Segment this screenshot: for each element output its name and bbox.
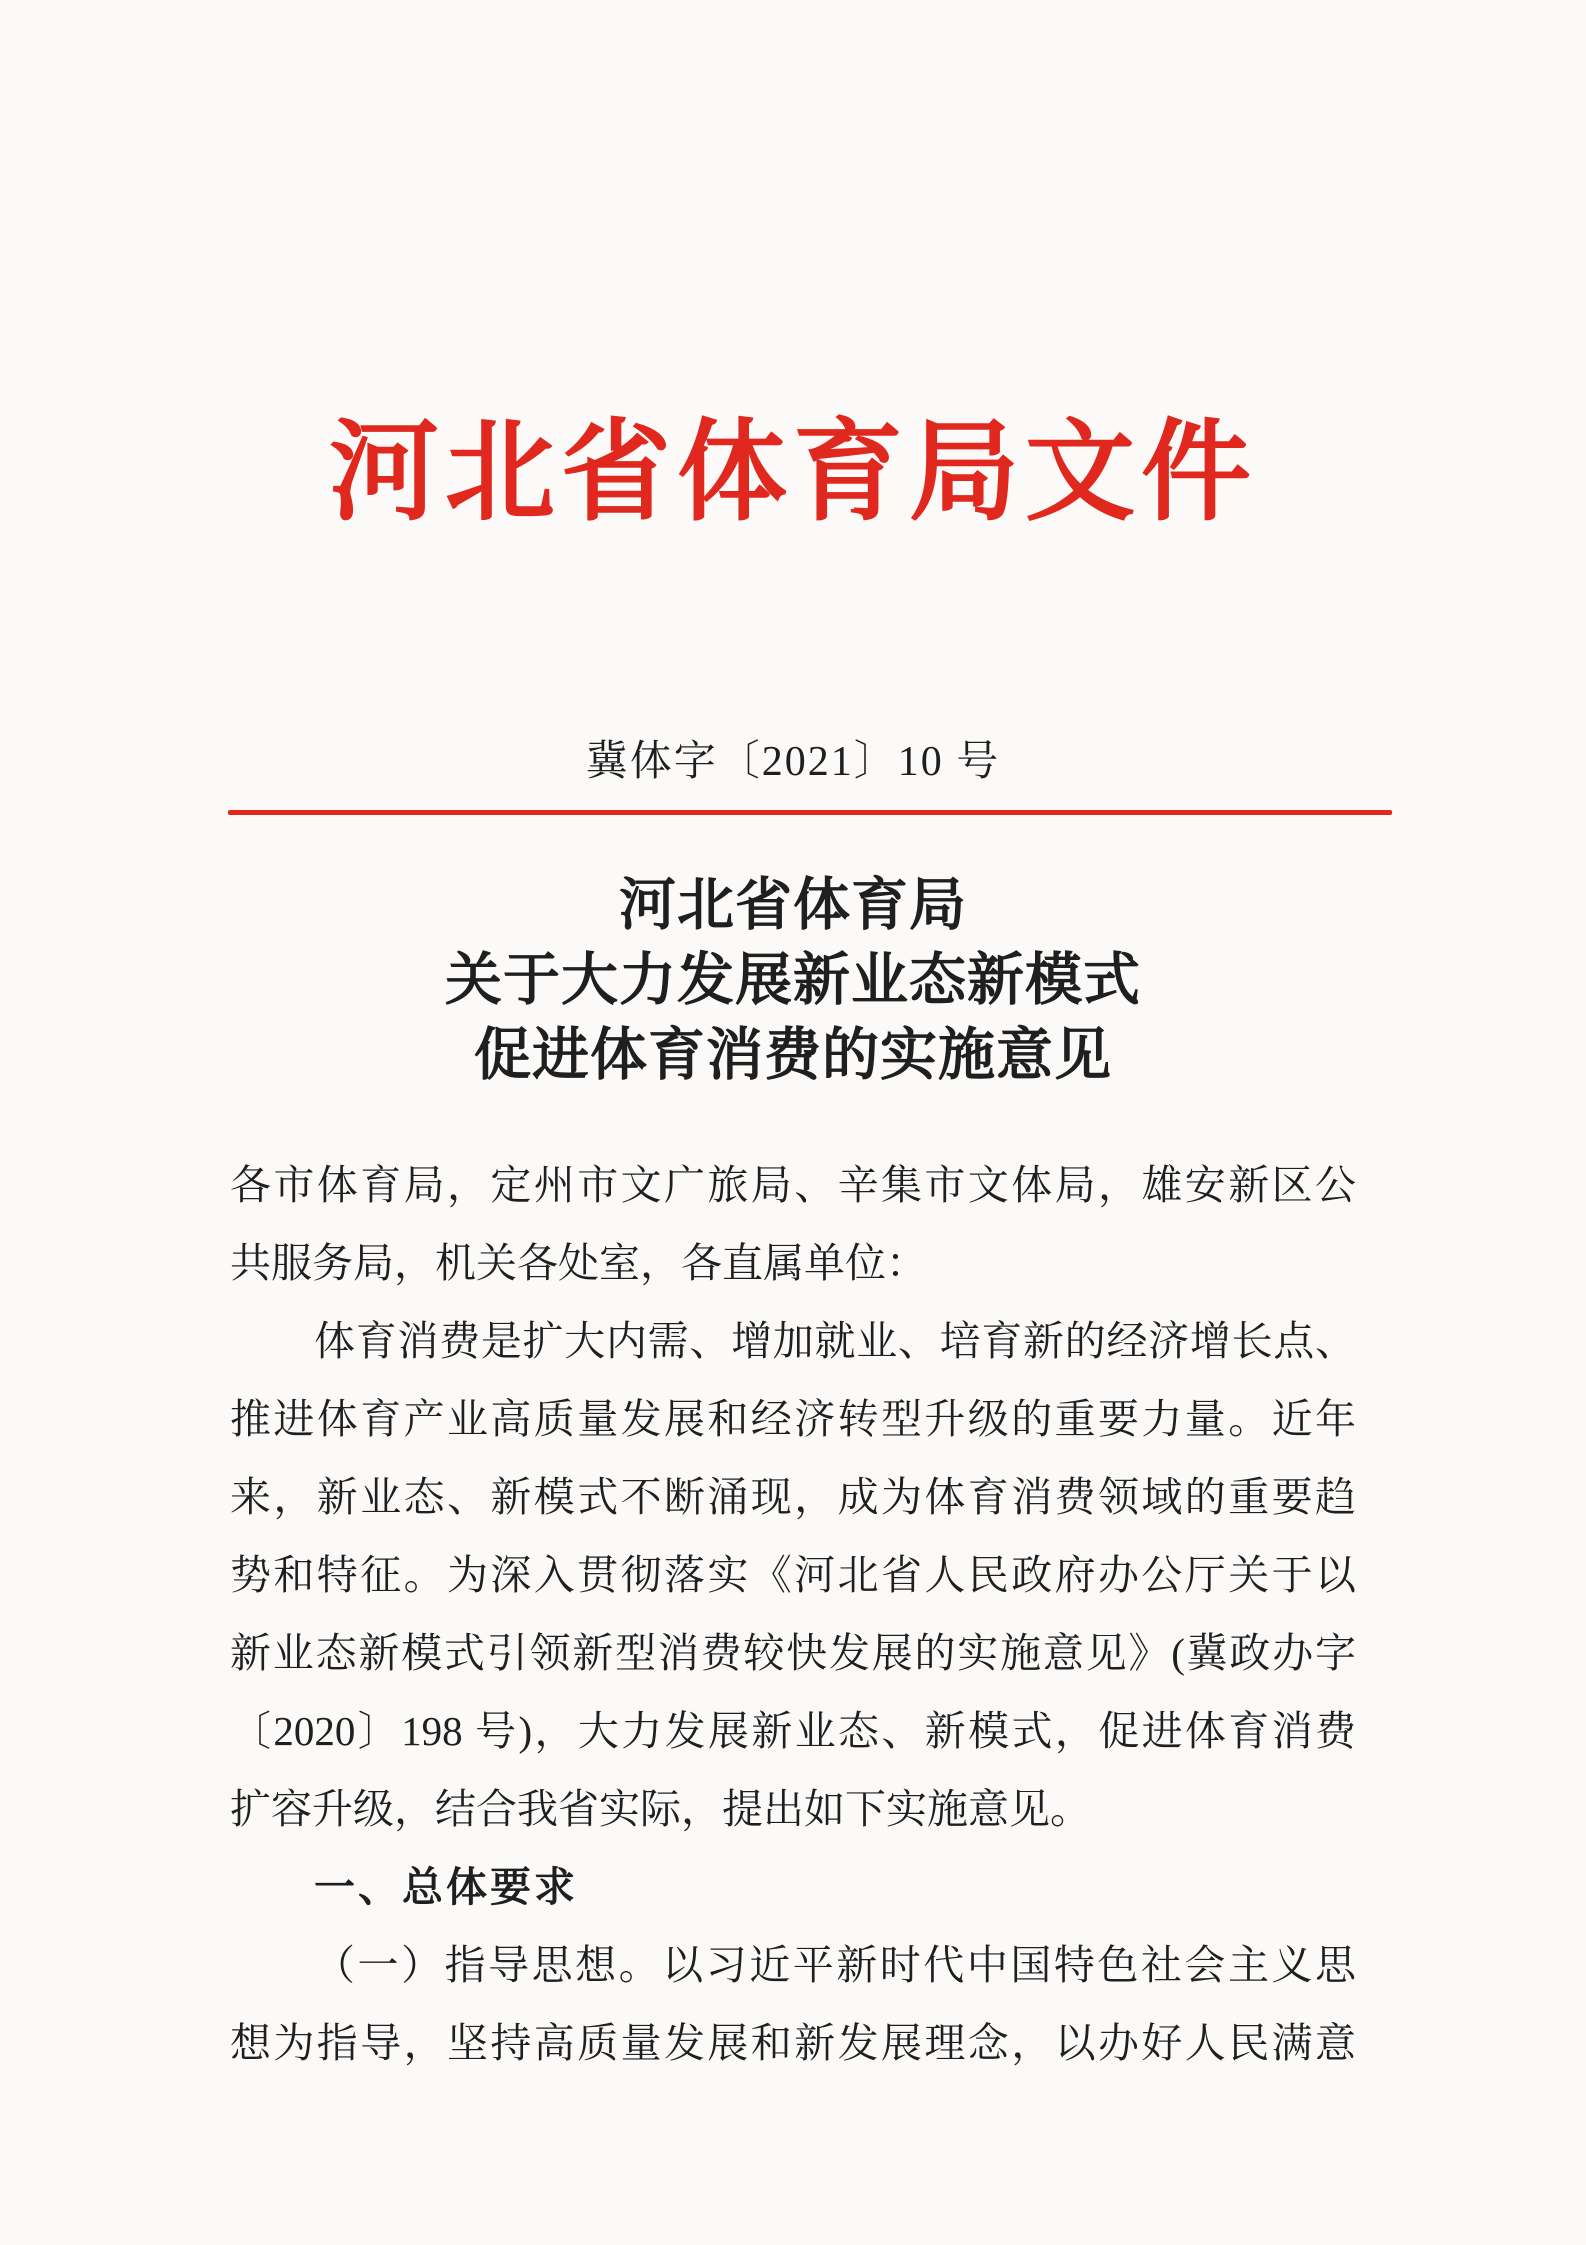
document-body: [230, 1146, 1356, 2082]
body-line: 各市体育局，定州市文广旅局、辛集市文体局，雄安新区公: [230, 1162, 1356, 1208]
body-line: 新业态新模式引领新型消费较快发展的实施意见》(冀政办字: [230, 1630, 1356, 1676]
document-title-line: 促进体育消费的实施意见: [474, 1024, 1112, 1087]
body-line: 共服务局，机关各处室，各直属单位：: [230, 1240, 927, 1286]
section-heading: 一、总体要求: [314, 1864, 578, 1910]
doc-number: 冀体字〔2021〕10 号: [585, 739, 1001, 785]
document-title: [0, 868, 1586, 1093]
document-title-line: 关于大力发展新业态新模式: [445, 949, 1141, 1012]
body-line: 势和特征。为深入贯彻落实《河北省人民政府办公厅关于以: [230, 1552, 1356, 1598]
body-line: 扩容升级，结合我省实际，提出如下实施意见。: [230, 1786, 1091, 1832]
document-title-line: 河北省体育局: [619, 874, 967, 937]
body-line: 来，新业态、新模式不断涌现，成为体育消费领域的重要趋: [230, 1474, 1356, 1520]
letterhead-title: 河北省体育局文件: [329, 412, 1257, 534]
body-line: 推进体育产业高质量发展和经济转型升级的重要力量。近年: [230, 1396, 1356, 1442]
body-line: 想为指导，坚持高质量发展和新发展理念，以办好人民满意: [230, 2020, 1356, 2066]
red-divider-rule: [228, 810, 1392, 815]
body-line: （一）指导思想。以习近平新时代中国特色社会主义思: [314, 1942, 1356, 1988]
body-line: 体育消费是扩大内需、增加就业、培育新的经济增长点、: [314, 1318, 1356, 1364]
body-line: 〔2020〕198 号)，大力发展新业态、新模式，促进体育消费: [230, 1708, 1356, 1754]
